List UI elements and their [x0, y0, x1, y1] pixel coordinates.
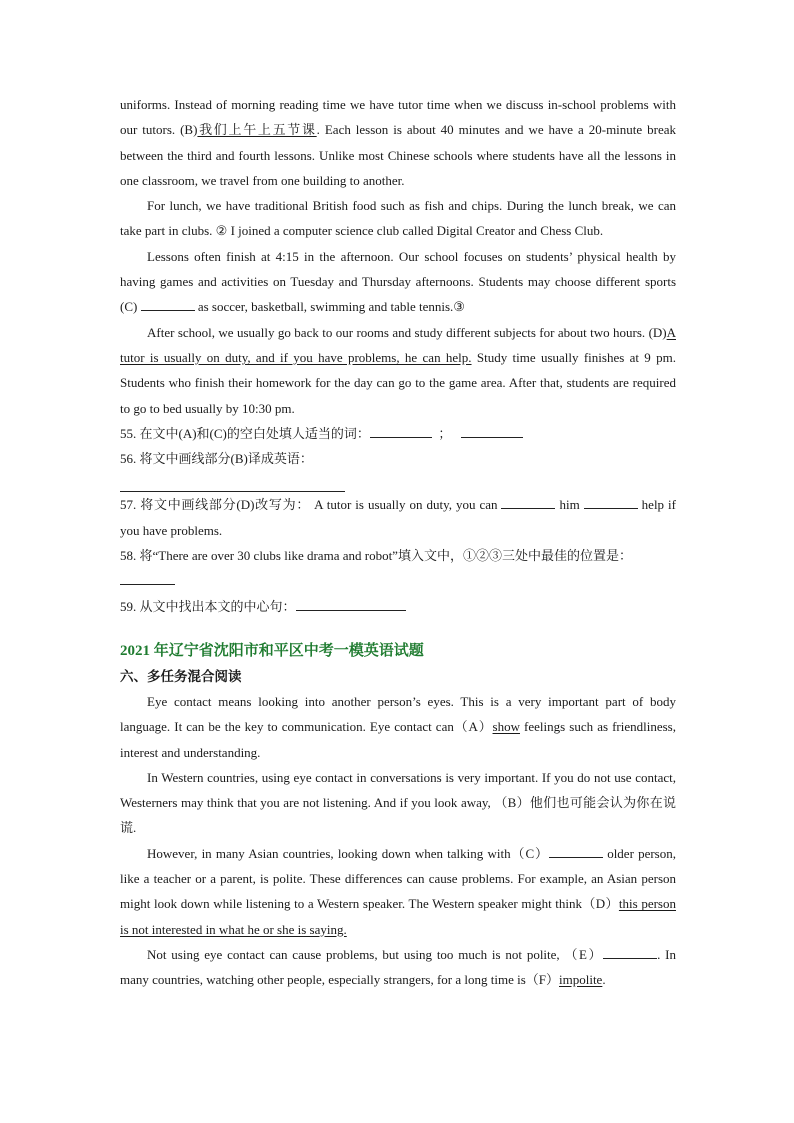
text: 57. 将文中画线部分(D)改写为： A tutor is usually on duty, you can [120, 497, 502, 513]
passage2-paragraph-4 [120, 942, 676, 993]
answer-blank-57b[interactable] [584, 494, 638, 509]
text: uniforms. Instead of morning reading time we have tutor time when we discuss in-school problems with our tutors. (B) [120, 97, 676, 138]
text: . Each lesson is about 40 minutes and we have a 20-minute break between the third and fourth lessons. Unlike most Chinese schools where students have all the lessons in one classroom, we travel from one building to another. [120, 122, 676, 188]
text: Not using eye contact can cause problems, but using too much is not polite, （E） [147, 946, 604, 962]
text: older person, like a teacher or a parent, is polite. These differences can cause problems. For example, an Asian person might look down while listening to a Western speaker. The Western speaker might think（D） [120, 845, 676, 912]
passage1-paragraph-4 [120, 320, 676, 421]
underlined-d: A tutor is usually on duty, and if you have problems, he can help. [120, 324, 676, 365]
underlined-f: impolite [559, 972, 603, 988]
passage2-paragraph-2: In Western countries, using eye contact in conversations is very important. If you do not use contact, Westerners may think that you are not listening. And if you look away, （B）他们也可能会认为你在说谎. [120, 769, 676, 836]
answer-blank-58[interactable] [120, 570, 175, 585]
section-subheading: 六、多任务混合阅读 [120, 668, 242, 684]
underlined-a: show [492, 719, 520, 735]
text: as soccer, basketball, swimming and table tennis.③ [194, 299, 465, 315]
passage1-paragraph-3 [120, 244, 676, 320]
text: help if you have problems. [120, 497, 676, 538]
underlined-b: 我们上午上五节课 [197, 122, 317, 138]
question-58: 58. 将“There are over 30 clubs like drama and robot”填入文中，①②③三处中最佳的位置是： [120, 548, 632, 564]
text: 59. 从文中找出本文的中心句： [120, 598, 296, 614]
blank-c[interactable] [141, 296, 195, 311]
text: Study time usually finishes at 9 pm. Students who finish their homework for the day can go to the game area. After that, students are required to go to bed usually by 10:30 pm. [120, 349, 676, 416]
blank-c2[interactable] [549, 843, 603, 858]
question-58-answer [120, 568, 676, 593]
question-55 [120, 421, 676, 446]
passage1-paragraph-1 [120, 92, 676, 193]
separator: ； [438, 425, 452, 441]
text: him [555, 497, 584, 513]
text: 55. 在文中(A)和(C)的空白处填人适当的词： [120, 425, 370, 441]
text: Eye contact means looking into another person’s eyes. This is a very important part of body language. It can be the key to communication. Eye contact can（A） [120, 693, 676, 735]
passage1-paragraph-2: For lunch, we have traditional British food such as fish and chips. During the lunch break, we can take part in clubs. ② I joined a computer science club called Digital Creator and Chess Club. [120, 198, 676, 239]
question-59 [120, 594, 676, 619]
text: . In many countries, watching other people, especially strangers, for a long time is（F） [120, 946, 676, 988]
text: feelings such as friendliness, interest and understanding. [120, 719, 676, 760]
answer-blank-55a[interactable] [370, 423, 432, 438]
question-57 [120, 492, 676, 543]
passage2-paragraph-1 [120, 689, 676, 765]
text: However, in many Asian countries, looking down when talking with（C） [147, 845, 549, 861]
text: After school, we usually go back to our rooms and study different subjects for about two hours. (D) [147, 324, 667, 340]
answer-blank-55c[interactable] [461, 423, 523, 438]
question-56: 56. 将文中画线部分(B)译成英语： [120, 451, 313, 467]
underlined-d2: this person is not interested in what he or she is saying. [120, 896, 676, 937]
text: Lessons often finish at 4:15 in the afternoon. Our school focuses on students’ physical health by having games and activities on Tuesday and Thursday afternoons. Students may choose different sports (C) [120, 248, 676, 315]
answer-line-56[interactable] [120, 471, 345, 492]
blank-e[interactable] [603, 944, 657, 959]
text: . [602, 972, 606, 988]
answer-blank-59[interactable] [296, 596, 406, 611]
passage2-paragraph-3 [120, 841, 676, 942]
section-heading: 2021 年辽宁省沈阳市和平区中考一模英语试题 [120, 642, 424, 659]
answer-blank-57a[interactable] [501, 494, 555, 509]
document-content [120, 92, 676, 993]
